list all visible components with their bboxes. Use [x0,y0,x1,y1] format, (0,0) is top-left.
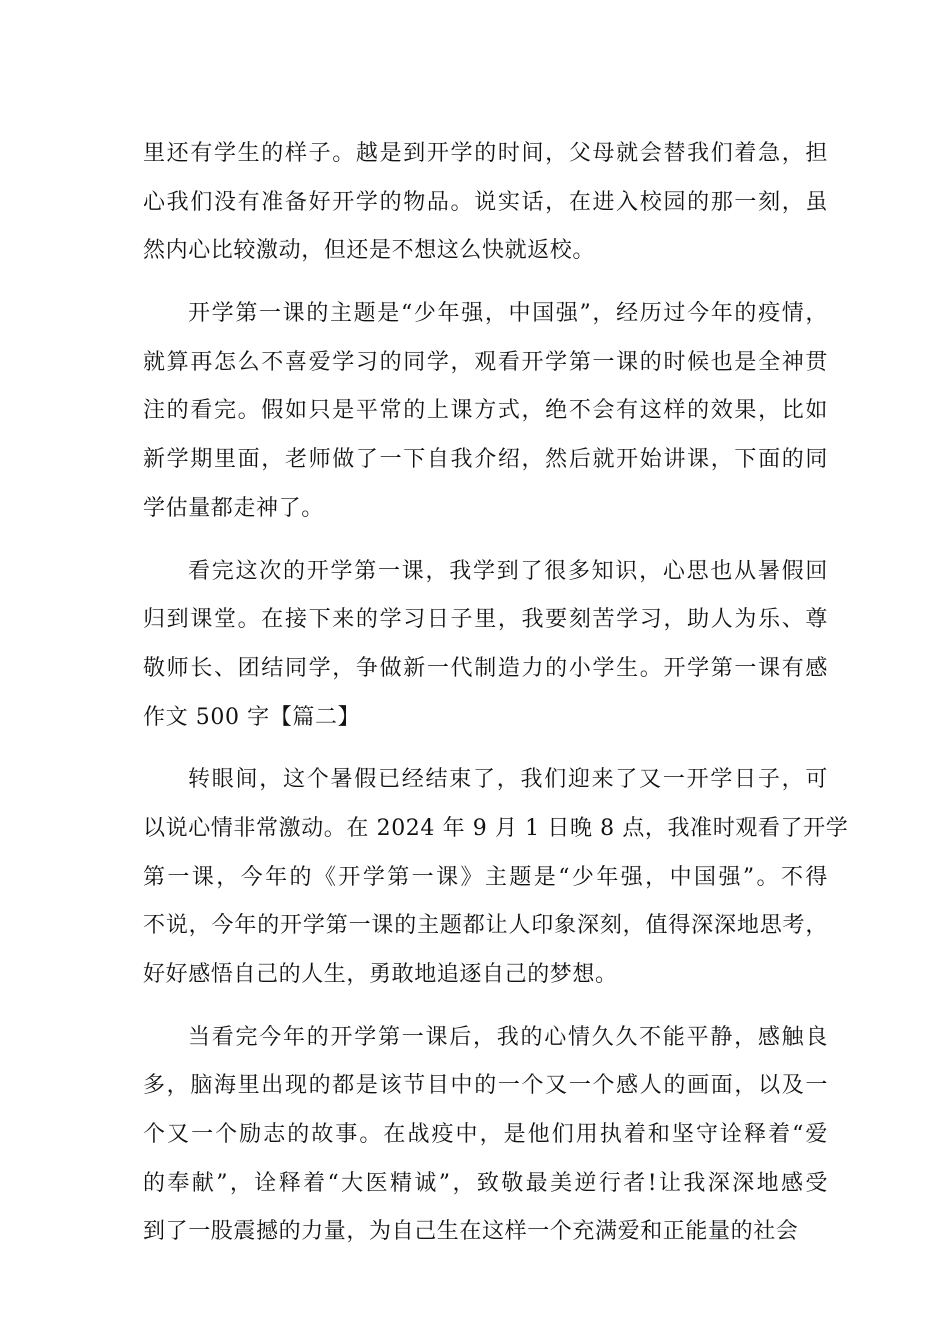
paragraph [143,756,849,999]
text-line: 作文 500 字【篇二】 [143,704,361,730]
paragraph-gap [143,1000,828,1014]
text-line: 学估量都走神了。 [143,495,324,521]
text-line: 开学第一课的主题是“少年强，中国强”，经历过今年的疫情， [188,301,828,327]
text-line: 归到课堂。在接下来的学习日子里，我要刻苦学习，助人为乐、尊 [143,607,828,633]
text-line: 以说心情非常激动。在 2024 年 9 月 1 日晚 8 点，我准时观看了开学 [143,815,849,841]
paragraph [143,1014,828,1257]
text-line: 多，脑海里出现的都是该节目中的一个又一个感人的画面，以及一 [143,1073,828,1099]
text-line: 看完这次的开学第一课，我学到了很多知识，心思也从暑假回 [188,558,828,584]
text-line: 到了一股震撼的力量，为自己生在这样一个充满爱和正能量的社会 [143,1219,799,1245]
text-line: 就算再怎么不喜爱学习的同学，观看开学第一课的时候也是全神贯 [143,349,828,375]
text-line: 第一课，今年的《开学第一课》主题是“少年强，中国强”。不得 [143,864,828,890]
paragraph [143,548,828,743]
text-line: 个又一个励志的故事。在战疫中，是他们用执着和坚守诠释着“爱 [143,1122,828,1148]
text-line: 心我们没有准备好开学的物品。说实话，在进入校园的那一刻，虽 [143,189,828,215]
paragraph [143,290,828,533]
text-line: 不说，今年的开学第一课的主题都让人印象深刻，值得深深地思考， [143,913,828,939]
text-line: 转眼间，这个暑假已经结束了，我们迎来了又一开学日子，可 [188,767,828,793]
text-line: 里还有学生的样子。越是到开学的时间，父母就会替我们着急，担 [143,141,828,166]
text-line: 注的看完。假如只是平常的上课方式，绝不会有这样的效果，比如 [143,398,828,424]
text-line: 当看完今年的开学第一课后，我的心情久久不能平静，感触良 [188,1024,828,1050]
text-line: 好好感悟自己的人生，勇敢地追逐自己的梦想。 [143,962,618,987]
text-line: 的奉献”，诠释着“大医精诚”，致敬最美逆行者!让我深深地感受 [143,1170,828,1196]
paragraph [143,130,828,276]
paragraph-gap [143,742,828,756]
text-line: 敬师长、团结同学，争做新一代制造力的小学生。开学第一课有感 [143,655,828,681]
text-line: 新学期里面，老师做了一下自我介绍，然后就开始讲课，下面的同 [143,447,828,473]
paragraph-gap [143,534,828,548]
text-line: 然内心比较激动，但还是不想这么快就返校。 [143,238,596,264]
document-body [143,130,849,1257]
paragraph-gap [143,276,828,290]
